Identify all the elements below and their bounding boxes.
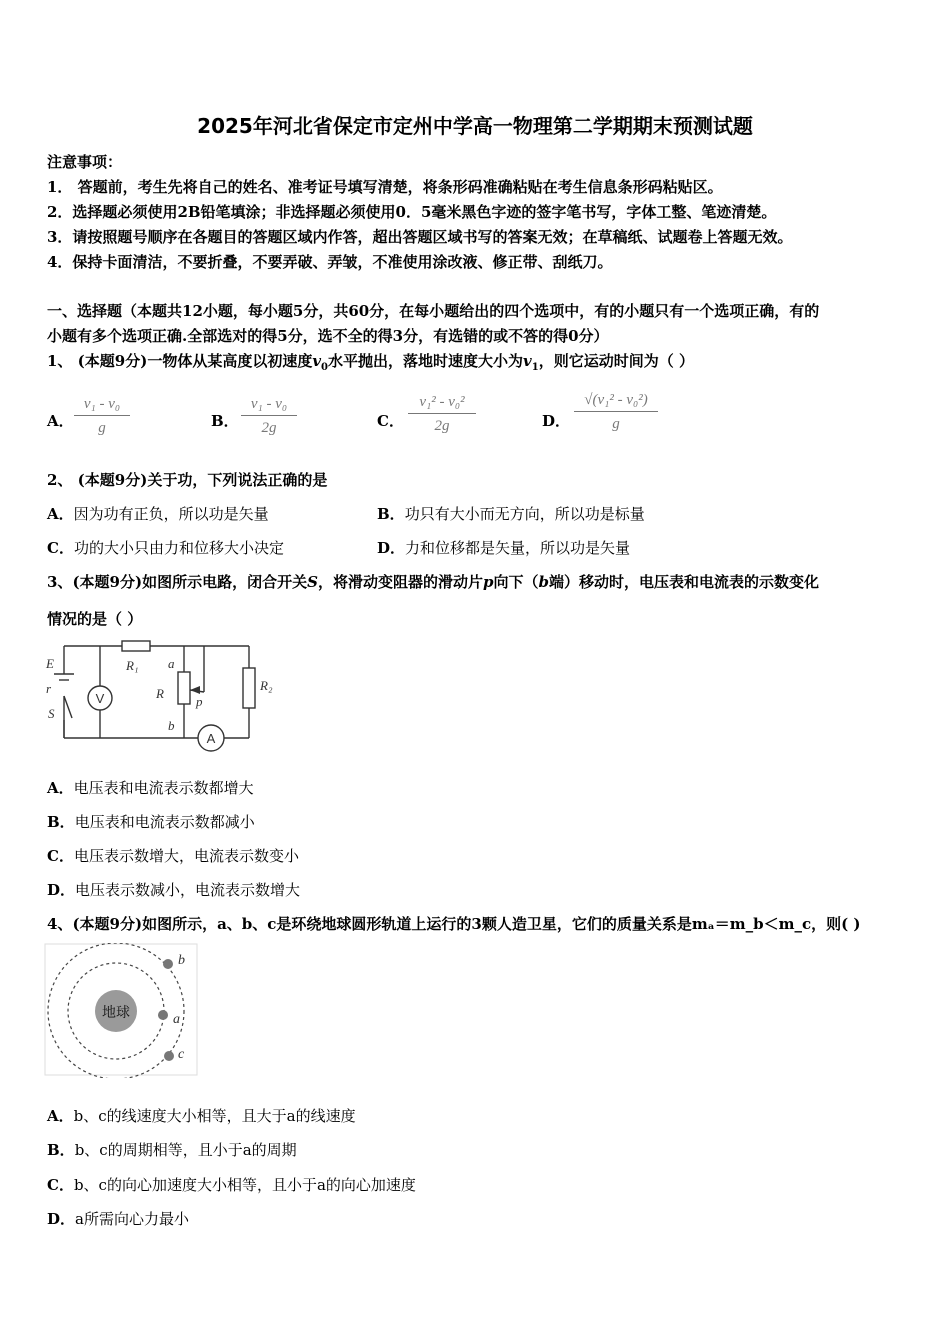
q3-tag: (本题9分) [72,573,143,591]
q1-option-a-numerator: v₁ - v₀ [83,396,121,412]
q1-option-b-label: B． [211,412,239,430]
q1-option-b-numerator: v₁ - v₀ [250,396,288,412]
q3-option-d [47,880,300,900]
label-r: r [46,681,52,696]
q3-option-c-text: 电压表示数增大，电流表示数变小 [73,847,299,865]
question-3-stem [47,572,819,592]
q4-option-d-text: a所需向心力最小 [75,1210,189,1228]
q4-option-b-label: B． [47,1141,75,1159]
q1-option-c-numerator: v₁² - v₀² [419,394,465,410]
q2-option-c [47,538,284,558]
question-2-stem [47,470,327,490]
label-rheostat: R [156,686,164,701]
q4-option-b [47,1140,297,1160]
notice-item-1: 1． 答题前，考生先将自己的姓名、准考证号填写清楚，将条形码准确粘贴在考生信息条形码粘贴区。 [47,178,723,196]
q3-option-b-text: 电压表和电流表示数都减小 [74,813,255,831]
label-p: p [196,694,203,709]
q2-option-a-label: A． [47,505,74,523]
q4-option-b-text: b、c的周期相等，且小于a的周期 [74,1141,297,1159]
q4-option-d-label: D． [47,1210,76,1228]
label-b: b [168,718,175,733]
rheostat-r [178,672,190,704]
q2-option-b-text: 功只有大小而无方向，所以功是标量 [404,505,645,523]
q3-s: S [307,573,318,591]
notice-item-2: 2．选择题必须使用2B铅笔填涂；非选择题必须使用0．5毫米黑色字迹的签字笔书写，字体工整、笔迹清楚。 [47,203,777,221]
earth-label: 地球 [102,1005,130,1021]
section-header-line2: 小题有多个选项正确.全部选对的得5分，选不全的得3分，有选错的或不答的得0分） [47,327,609,345]
q2-option-d-text: 力和位移都是矢量，所以功是矢量 [405,539,631,557]
q2-option-b-label: B． [377,505,405,523]
page-title: 2025年河北省保定市定州中学高一物理第二学期期末预测试题 [197,114,753,138]
q2-option-a-text: 因为功有正负，所以功是矢量 [73,505,269,523]
label-e: E [46,656,54,671]
q3-p: p [482,573,494,591]
label-sat-a: a [173,1012,180,1027]
label-sat-b: b [178,953,185,968]
resistor-r1 [122,641,150,651]
circuit-diagram [44,638,284,758]
q1-option-b-denominator: 2g [241,415,297,437]
q1-stem-b: 水平抛出，落地时速度大小为 [328,352,524,370]
question-4-stem [47,914,861,934]
label-r2: R₂ [260,678,273,693]
q4-option-a-label: A． [47,1107,74,1125]
q1-option-a-label: A． [47,412,74,430]
q3-b: b [538,573,549,591]
q3-stem-a: 如图所示电路，闭合开关 [142,573,308,591]
satellite-a [158,1010,168,1020]
q1-stem-c: ，则它运动时间为（ ） [538,352,694,370]
q1-tag: (本题9分) [77,352,148,370]
q3-stem-c: 向下（ [493,573,539,591]
q4-option-c-label: C． [47,1176,74,1194]
q4-option-c-text: b、c的向心加速度大小相等，且小于a的向心加速度 [73,1176,416,1194]
q4-option-a [47,1106,356,1126]
satellite-c [164,1051,174,1061]
q3-option-d-label: D． [47,881,76,899]
q3-option-a-label: A． [47,779,74,797]
label-sat-c: c [178,1047,185,1062]
resistor-r2 [243,668,255,708]
q2-option-c-label: C． [47,539,74,557]
q1-option-a-fraction [74,396,130,437]
q3-stem-b: ，将滑动变阻器的滑动片 [317,573,483,591]
q3-stem-d: 端）移动时，电压表和电流表的示数变化 [548,573,819,591]
q1-v1-sub: 1 [531,362,539,373]
q2-option-d-label: D． [377,539,406,557]
q2-stem: 关于功，下列说法正确的是 [147,471,328,489]
q4-prefix: 4、 [47,915,73,933]
notice-item-4: 4．保持卡面清洁，不要折叠，不要弄破、弄皱，不准使用涂改液、修正带、刮纸刀。 [47,253,613,271]
q1-option-a-denominator: g [74,415,130,437]
q3-option-b [47,812,255,832]
q4-stem: 如图所示，a、b、c是环绕地球圆形轨道上运行的3颗人造卫星，它们的质量关系是mₐ＝m_b＜m_c，则( ) [142,915,861,933]
q1-option-d-fraction [574,392,658,433]
q4-tag: (本题9分) [72,915,143,933]
section-header-line1: 一、选择题（本题共12小题，每小题5分，共60分，在每小题给出的四个选项中，有的小题只有一个选项正确，有的 [47,302,820,320]
q4-option-c [47,1175,416,1195]
q3-option-d-text: 电压表示数减小，电流表示数增大 [75,881,301,899]
question-1-stem [47,351,694,378]
q1-option-d-denominator: g [574,411,658,433]
ammeter-label: A [206,731,216,746]
q1-v1: v [523,352,532,370]
q4-option-a-text: b、c的线速度大小相等，且大于a的线速度 [73,1107,356,1125]
notice-heading: 注意事项： [47,153,123,171]
label-a: a [168,656,175,671]
q1-option-d-label: D． [542,412,571,430]
q1-prefix: 1、 [47,352,73,370]
q3-option-a-text: 电压表和电流表示数都增大 [73,779,254,797]
label-s: S [48,706,55,721]
q3-stem-line2: 情况的是（ ） [47,610,143,628]
q1-stem-a: 一物体从某高度以初速度 [147,352,313,370]
q4-option-d [47,1209,189,1229]
q1-option-c-label: C． [377,412,404,430]
q2-prefix: 2、 [47,471,73,489]
q3-option-a [47,778,254,798]
q1-option-c-denominator: 2g [408,413,476,435]
notice-item-3: 3．请按照题号顺序在各题目的答题区域内作答，超出答题区域书写的答案无效；在草稿纸、试题卷上答题无效。 [47,228,793,246]
q1-option-c-fraction [408,394,476,435]
q2-option-b [377,504,645,524]
q2-option-a [47,504,269,524]
voltmeter-label: V [95,691,105,706]
orbit-diagram [44,943,204,1078]
q1-v0-sub: 0 [321,362,329,373]
q3-prefix: 3、 [47,573,73,591]
q1-option-b-fraction [241,396,297,437]
satellite-b [163,959,173,969]
q2-option-c-text: 功的大小只由力和位移大小决定 [73,539,284,557]
slider-arrow [190,686,200,694]
q2-tag: (本题9分) [77,471,148,489]
q3-option-b-label: B． [47,813,75,831]
q1-option-d-numerator: √(v₁² - v₀²) [584,392,648,408]
q3-option-c-label: C． [47,847,74,865]
q3-option-c [47,846,299,866]
label-r1: R₁ [126,658,139,673]
q1-v0: v [312,352,322,370]
q2-option-d [377,538,630,558]
